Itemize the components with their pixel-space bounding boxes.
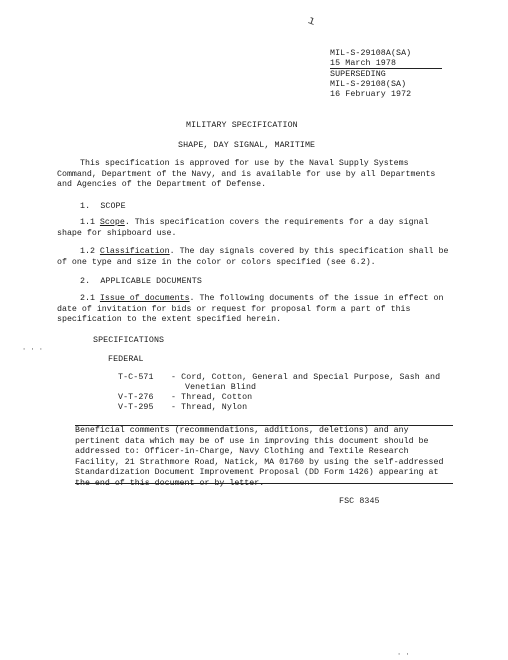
para-1-2-title: Classification <box>99 247 170 256</box>
notice-bottom-rule <box>75 483 453 484</box>
para-1-1 <box>57 218 449 239</box>
para-1-2 <box>57 247 449 268</box>
fsc-code: FSC 8345 <box>339 497 380 506</box>
spec-item-desc: - Thread, Cotton <box>171 393 253 402</box>
superseded-date: 16 February 1972 <box>330 90 412 99</box>
scan-speck: · · · <box>22 346 44 354</box>
para-1-2-num: 1.2 <box>80 247 95 256</box>
scan-speck: · · <box>397 651 410 659</box>
para-2-1 <box>57 294 449 326</box>
section-1-heading: 1. SCOPE <box>80 202 126 211</box>
spec-item-desc-cont: Venetian Blind <box>185 383 257 392</box>
federal-subheading: FEDERAL <box>108 355 144 364</box>
spec-item-id: V-T-276 <box>118 393 154 402</box>
spec-item-id: V-T-295 <box>118 403 154 412</box>
para-2-1-num: 2.1 <box>80 294 95 303</box>
superseded-id: MIL-S-29108(SA) <box>330 80 407 89</box>
spec-item-id: T-C-571 <box>118 373 154 382</box>
section-2-heading: 2. APPLICABLE DOCUMENTS <box>80 277 202 286</box>
specifications-heading: SPECIFICATIONS <box>93 336 165 345</box>
header-rule <box>330 68 442 69</box>
para-1-1-title: Scope <box>99 218 125 227</box>
superseding-label: SUPERSEDING <box>330 70 386 79</box>
doc-id: MIL-S-29108A(SA) <box>330 49 412 58</box>
spec-item-desc: - Cord, Cotton, General and Special Purpose, Sash and <box>171 373 441 382</box>
comments-notice: Beneficial comments (recommendations, additions, deletions) and any pertinent data which may be of use in improving this document should be addressed to: Officer-in-Charge, Navy Clothing and Textile Research Facility, 21 Strathmore Road, Natick, MA 01760 by using the self-addressed Standardization Document Improvement Proposal (DD Form 1426) appearing at the end of this document or by letter. <box>75 426 444 488</box>
para-2-1-title: Issue of documents <box>99 294 190 303</box>
doc-title: MILITARY SPECIFICATION <box>186 121 298 130</box>
doc-subtitle: SHAPE, DAY SIGNAL, MARITIME <box>178 141 316 150</box>
para-1-2-text: . The day signals covered by this specification shall be of one type and size in the color or colors specified (see 6.2). <box>57 247 449 267</box>
intro-paragraph: This specification is approved for use by the Naval Supply Systems Command, Department of the Navy, and is available for use by all Departments and Agencies of the Department of Defense. <box>57 159 436 189</box>
para-1-1-text: . This specification covers the requirements for a day signal shape for shipboard use. <box>57 218 429 238</box>
spec-item-desc: - Thread, Nylon <box>171 403 248 412</box>
para-2-1-text: . The following documents of the issue in effect on date of invitation for bids or request for proposal form a part of this specification to the extent specified herein. <box>57 294 444 324</box>
doc-date: 15 March 1978 <box>330 59 397 68</box>
para-1-1-num: 1.1 <box>80 218 95 227</box>
scan-mark: ı <box>305 13 318 29</box>
